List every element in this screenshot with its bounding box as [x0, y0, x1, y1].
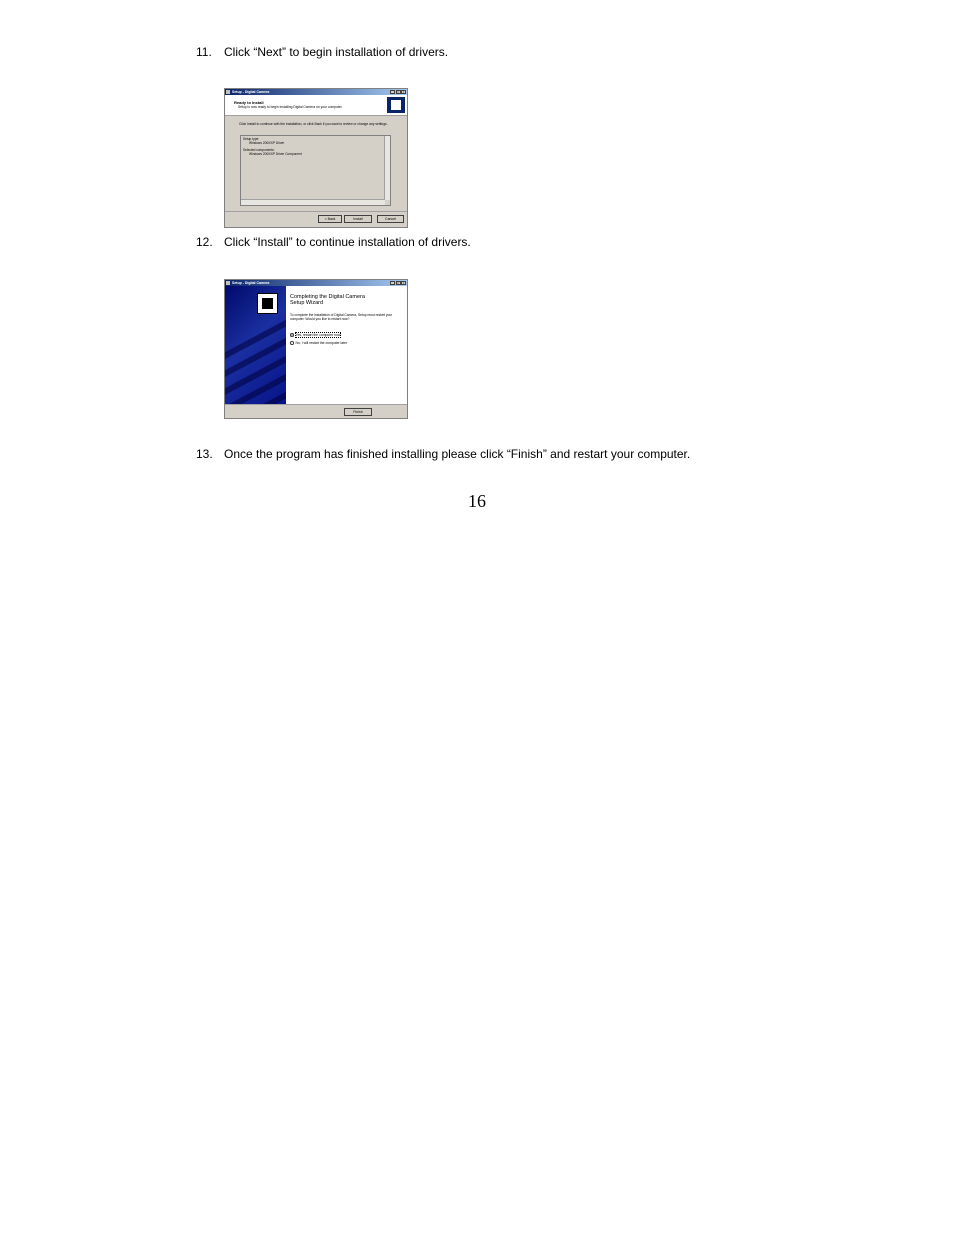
restart-now-radio[interactable]	[290, 333, 340, 337]
setup-app-icon	[226, 281, 230, 285]
settings-summary-memo[interactable]	[240, 135, 391, 206]
maximize-button[interactable]: □	[397, 90, 399, 94]
restart-later-radio[interactable]	[290, 341, 347, 345]
setup-type-value: Windows 2000/XP Driver	[249, 141, 285, 145]
header-title: Ready to Install	[234, 100, 264, 105]
body-text: Click Install to continue with the installation, or click Back if you want to review or change any settings.	[239, 122, 388, 126]
finish-button[interactable]: Finish	[344, 408, 372, 416]
step-12	[196, 235, 471, 249]
restart-later-label: No, I will restart the computer later	[295, 341, 348, 345]
components-label: Selected components:	[243, 148, 275, 152]
step-number: 13.	[196, 447, 213, 461]
step-number: 11.	[196, 45, 212, 59]
wizard-side-banner	[225, 286, 286, 404]
divider	[225, 211, 407, 212]
setup-wizard-icon	[387, 97, 405, 113]
minimize-button[interactable]: _	[391, 281, 394, 285]
install-button[interactable]: Install	[344, 215, 372, 223]
setup-app-icon	[226, 90, 230, 94]
horizontal-scrollbar[interactable]	[241, 199, 385, 205]
vertical-scrollbar[interactable]	[384, 136, 390, 200]
step-13	[196, 447, 690, 461]
minimize-button[interactable]: _	[391, 90, 394, 94]
step-11	[196, 45, 448, 59]
completion-heading-line1: Completing the Digital Camera	[290, 294, 365, 300]
completion-heading-line2: Setup Wizard	[290, 300, 324, 306]
setup-type-label: Setup type:	[243, 137, 260, 141]
radio-unselected-icon	[290, 341, 294, 345]
page-number: 16	[468, 491, 486, 511]
setup-wizard-icon	[257, 293, 278, 314]
header-subtitle: Setup is now ready to begin installing Digital Camera on your computer.	[238, 105, 343, 109]
completing-wizard-window	[224, 279, 408, 419]
step-text: Click “Install” to continue installation of drivers.	[224, 235, 471, 249]
maximize-button[interactable]: □	[397, 281, 399, 285]
wizard-header	[225, 95, 407, 116]
close-button[interactable]: ×	[402, 90, 405, 94]
step-text: Once the program has finished installing please click “Finish” and restart your computer.	[224, 447, 691, 461]
ready-to-install-window	[224, 88, 408, 228]
wizard-content	[286, 286, 407, 404]
button-bar	[225, 404, 407, 419]
step-number: 12.	[196, 235, 213, 249]
cancel-button[interactable]: Cancel	[377, 215, 404, 223]
window-title: Setup - Digital Camera	[232, 90, 270, 94]
back-button[interactable]: < Back	[318, 215, 342, 223]
radio-selected-icon	[290, 333, 294, 337]
components-value: Windows 2000/XP Driver Component	[249, 152, 302, 156]
step-text: Click “Next” to begin installation of drivers.	[224, 45, 449, 59]
restart-now-label: Yes, restart the computer now	[295, 333, 341, 337]
close-button[interactable]: ×	[402, 281, 405, 285]
restart-description: To complete the installation of Digital Camera, Setup must restart your computer. Would you like to restart now?	[290, 313, 393, 322]
window-title: Setup - Digital Camera	[232, 281, 270, 285]
